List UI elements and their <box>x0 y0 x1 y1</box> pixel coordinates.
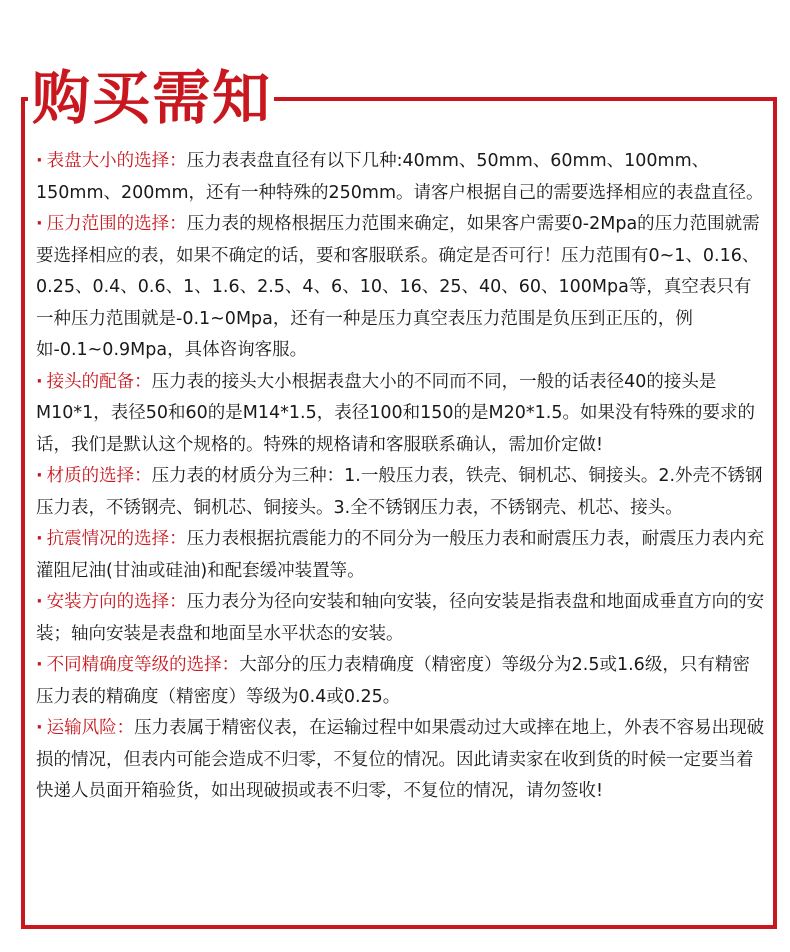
bullet-icon: · <box>36 214 43 234</box>
item-label: 不同精确度等级的选择： <box>46 655 240 675</box>
list-item-dial-size <box>36 146 766 209</box>
list-item-material <box>36 461 766 524</box>
item-text: 压力表根据抗震能力的不同分为一般压力表和耐震压力表，耐震压力表内充灌阻尼油(甘油或硅油)和配套缓冲装置等。 <box>36 529 765 581</box>
item-text: 压力表属于精密仪表，在运输过程中如果震动过大或摔在地上，外表不容易出现破损的情况，但表内可能会造成不归零，不复位的情况。因此请卖家在收到货的时候一定要当着快递人员面开箱验货，如出现破损或表不归零，不复位的情况，请勿签收! <box>36 718 765 801</box>
item-text: 压力表的规格根据压力范围来确定，如果客户需要0-2Mpa的压力范围就需要选择相应的表，如果不确定的话，要和客服联系。确定是否可行！压力范围有0~1、0.16、0.25、0.4、0.6、1、1.6、2.5、4、6、10、16、25、40、60、100Mpa等，真空表只有一种压力范围就是-0.1~0Mpa，还有一种是压力真空表压力范围是负压到正压的，例如-0.1~0.9Mpa，具体咨询客服。 <box>36 214 760 360</box>
bullet-icon: · <box>36 371 43 392</box>
item-label: 表盘大小的选择： <box>46 151 187 171</box>
list-item-mounting <box>36 587 766 650</box>
item-label: 运输风险： <box>46 718 135 738</box>
item-text: 压力表的接头大小根据表盘大小的不同而不同，一般的话表径40的接头是M10*1，表径50和60的是M14*1.5，表径100和150的是M20*1.5。如果没有特殊的要求的话，我们是默认这个规格的。特殊的规格请和客服联系确认，需加价定做! <box>36 371 755 455</box>
list-item-shipping-risk <box>36 713 766 808</box>
bullet-icon: · <box>36 151 43 171</box>
notice-content <box>36 146 766 808</box>
list-item-pressure-range <box>36 209 766 367</box>
bullet-icon: · <box>36 655 43 675</box>
item-label: 压力范围的选择： <box>46 214 187 234</box>
item-text: 压力表分为径向安装和轴向安装，径向安装是指表盘和地面成垂直方向的安装；轴向安装是表盘和地面呈水平状态的安装。 <box>36 592 765 644</box>
item-label: 抗震情况的选择： <box>46 529 187 549</box>
list-item-shockproof <box>36 524 766 587</box>
item-text: 大部分的压力表精确度（精密度）等级分为2.5或1.6级，只有精密压力表的精确度（精密度）等级为0.4或0.25。 <box>36 655 750 707</box>
item-text: 压力表的材质分为三种：1.一般压力表，铁壳、铜机芯、铜接头。2.外壳不锈钢压力表，不锈钢壳、铜机芯、铜接头。3.全不锈钢压力表，不锈钢壳、机芯、接头。 <box>36 466 763 518</box>
item-label: 接头的配备： <box>46 371 152 392</box>
bullet-icon: · <box>36 466 43 486</box>
page-title: 购买需知 <box>32 64 273 132</box>
item-label: 安装方向的选择： <box>46 592 187 612</box>
bullet-icon: · <box>36 529 43 549</box>
list-item-connector <box>36 367 766 462</box>
bullet-icon: · <box>36 718 43 738</box>
item-text: 压力表表盘直径有以下几种:40mm、50mm、60mm、100mm、150mm、200mm，还有一种特殊的250mm。请客户根据自己的需要选择相应的表盘直径。 <box>36 151 764 203</box>
list-item-accuracy <box>36 650 766 713</box>
bullet-icon: · <box>36 592 43 612</box>
item-label: 材质的选择： <box>46 466 152 486</box>
